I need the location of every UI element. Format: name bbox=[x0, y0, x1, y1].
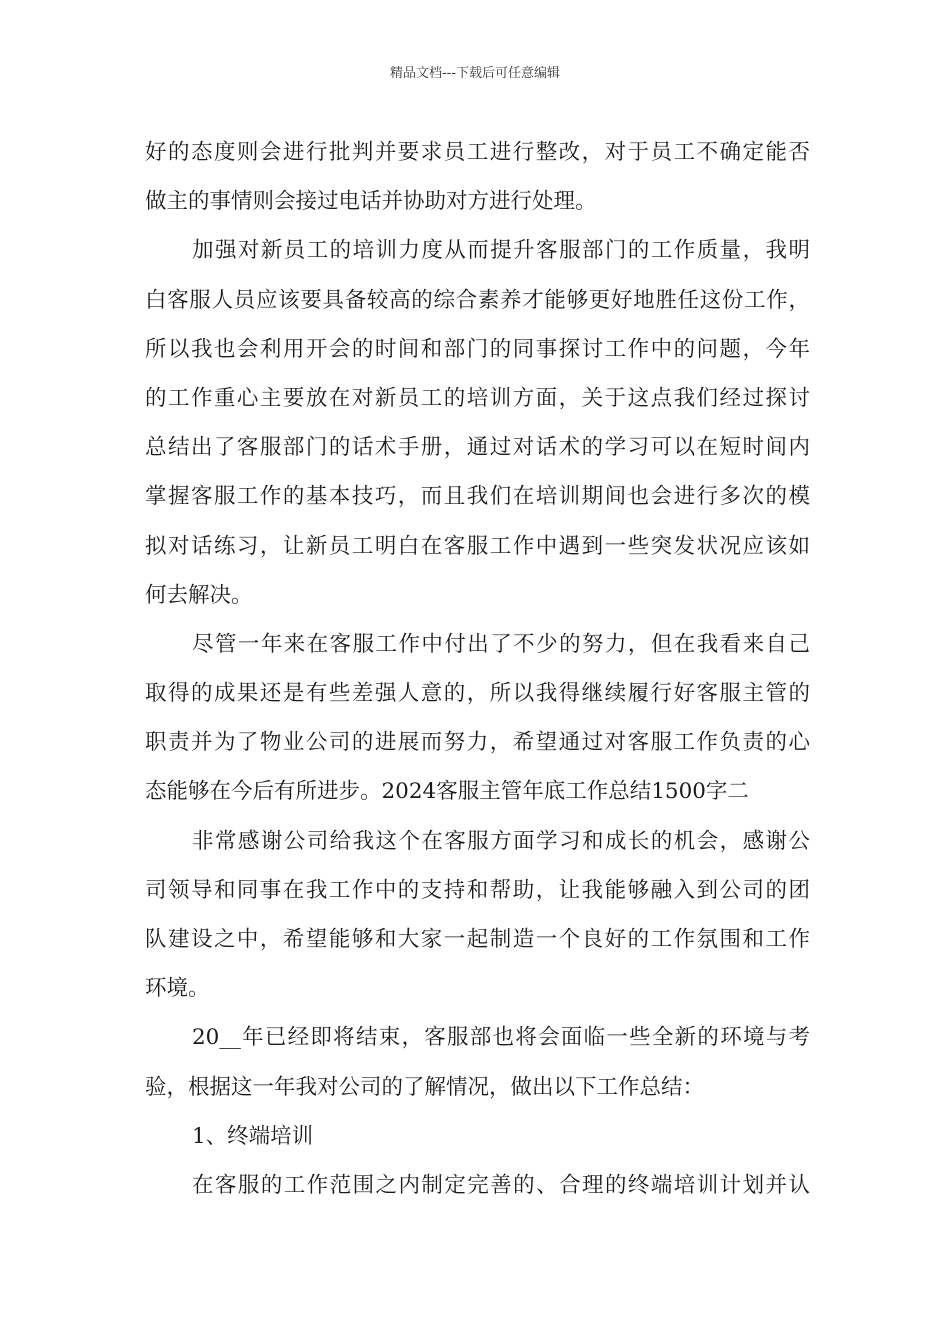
text-line: 白客服人员应该要具备较高的综合素养才能够更好地胜任这份工作， bbox=[145, 287, 810, 313]
text-line: 1、终端培训 bbox=[192, 1123, 314, 1149]
text-line: 队建设之中，希望能够和大家一起制造一个良好的工作氛围和工作 bbox=[145, 927, 810, 952]
text-line: 掌握客服工作的基本技巧，而且我们在培训期间也会进行多次的模 bbox=[145, 484, 810, 510]
text-line: 验，根据这一年我对公司的了解情况，做出以下工作总结： bbox=[145, 1074, 705, 1100]
text-line: 在客服的工作范围之内制定完善的、合理的终端培训计划并认 bbox=[192, 1172, 810, 1198]
text-line: 司领导和同事在我工作中的支持和帮助，让我能够融入到公司的团 bbox=[145, 877, 810, 903]
document-body bbox=[145, 128, 810, 1210]
text-line: 好的态度则会进行批判并要求员工进行整改，对于员工不确定能否 bbox=[145, 140, 810, 165]
text-line: 非常感谢公司给我这个在客服方面学习和成长的机会，感谢公 bbox=[192, 828, 810, 854]
text-line: 的工作重心主要放在对新员工的培训方面，关于这点我们经过探讨 bbox=[145, 385, 810, 411]
text-line: 环境。 bbox=[145, 976, 210, 1002]
text-line: 总结出了客服部门的话术手册，通过对话术的学习可以在短时间内 bbox=[145, 435, 810, 461]
text-line: 20__年已经即将结束，客服部也将会面临一些全新的环境与考 bbox=[192, 1025, 810, 1051]
text-line: 所以我也会利用开会的时间和部门的同事探讨工作中的问题，今年 bbox=[145, 336, 810, 362]
page-header: 精品文档---下载后可任意编辑 bbox=[389, 66, 561, 81]
text-line: 何去解决。 bbox=[145, 582, 253, 608]
text-line: 态能够在今后有所进步。2024客服主管年底工作总结1500字二 bbox=[145, 779, 749, 805]
text-line: 拟对话练习，让新员工明白在客服工作中遇到一些突发状况应该如 bbox=[145, 533, 810, 559]
text-line: 做主的事情则会接过电话并协助对方进行处理。 bbox=[145, 189, 597, 215]
text-line: 加强对新员工的培训力度从而提升客服部门的工作质量，我明 bbox=[192, 238, 810, 264]
text-line: 职责并为了物业公司的进展而努力，希望通过对客服工作负责的心 bbox=[145, 730, 810, 756]
text-line: 取得的成果还是有些差强人意的，所以我得继续履行好客服主管的 bbox=[145, 681, 810, 707]
text-line: 尽管一年来在客服工作中付出了不少的努力，但在我看来自己 bbox=[192, 631, 810, 657]
